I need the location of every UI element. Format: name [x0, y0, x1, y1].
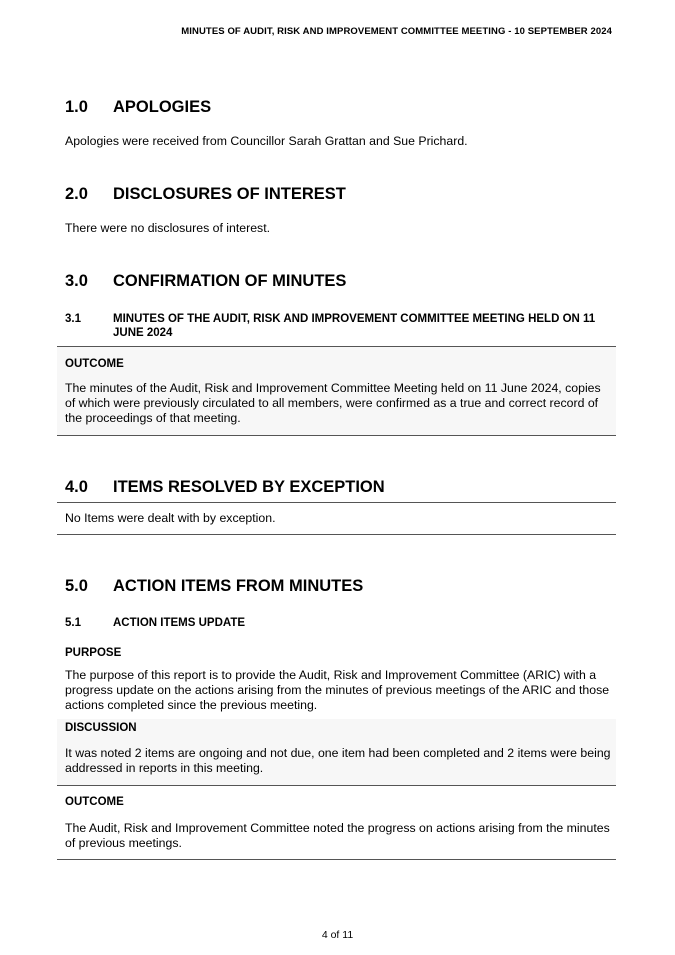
section-title: ITEMS RESOLVED BY EXCEPTION	[113, 478, 385, 496]
section-number: 2.0	[65, 185, 88, 203]
section-title: CONFIRMATION OF MINUTES	[113, 272, 347, 290]
section-heading-disclosures	[0, 185, 675, 209]
subsection-title: MINUTES OF THE AUDIT, RISK AND IMPROVEMENT COMMITTEE MEETING HELD ON 11 JUNE 2024	[113, 313, 596, 339]
discussion-text: It was noted 2 items are ongoing and not due, one item had been completed and 2 items were being addressed in reports in this meeting.	[65, 746, 611, 775]
outcome-label: OUTCOME	[65, 796, 124, 808]
outcome-text: The Audit, Risk and Improvement Committee noted the progress on actions arising from the minutes of previous meetings.	[65, 821, 610, 850]
subsection-title: ACTION ITEMS UPDATE	[113, 617, 246, 629]
section-number: 1.0	[65, 98, 88, 116]
apologies-text: Apologies were received from Councillor Sarah Grattan and Sue Prichard.	[65, 134, 468, 148]
discussion-label: DISCUSSION	[65, 722, 137, 734]
divider	[57, 859, 616, 860]
outcome-label: OUTCOME	[65, 358, 124, 370]
subsection-number: 5.1	[65, 617, 81, 629]
section-title: ACTION ITEMS FROM MINUTES	[113, 577, 364, 595]
divider	[57, 785, 616, 786]
divider	[57, 435, 616, 436]
running-header: MINUTES OF AUDIT, RISK AND IMPROVEMENT COMMITTEE MEETING - 10 SEPTEMBER 2024	[181, 26, 612, 37]
subsection-number: 3.1	[65, 313, 81, 325]
disclosures-text: There were no disclosures of interest.	[65, 221, 271, 235]
section-title: DISCLOSURES OF INTEREST	[113, 185, 346, 203]
section-heading-items-resolved	[0, 478, 675, 502]
section-number: 4.0	[65, 478, 88, 496]
divider	[57, 502, 616, 503]
outcome-text: The minutes of the Audit, Risk and Improvement Committee Meeting held on 11 June 2024, copies of which were previously circulated to all members, were confirmed as a true and correct record of the proceedings of that meeting.	[65, 381, 601, 425]
page-number: 4 of 11	[321, 929, 354, 941]
section-heading-action-items	[0, 577, 675, 601]
purpose-text: The purpose of this report is to provide the Audit, Risk and Improvement Committee (ARIC) with a progress update on the actions arising from the minutes of previous meetings of the ARIC and those actions completed since the previous meeting.	[65, 668, 610, 712]
section-number: 5.0	[65, 577, 88, 595]
section-heading-apologies	[0, 98, 675, 122]
divider	[57, 534, 616, 535]
purpose-label: PURPOSE	[65, 647, 122, 659]
section-title: APOLOGIES	[113, 98, 212, 116]
exception-text: No Items were dealt with by exception.	[65, 511, 276, 525]
section-heading-confirmation	[0, 272, 675, 296]
section-number: 3.0	[65, 272, 88, 290]
